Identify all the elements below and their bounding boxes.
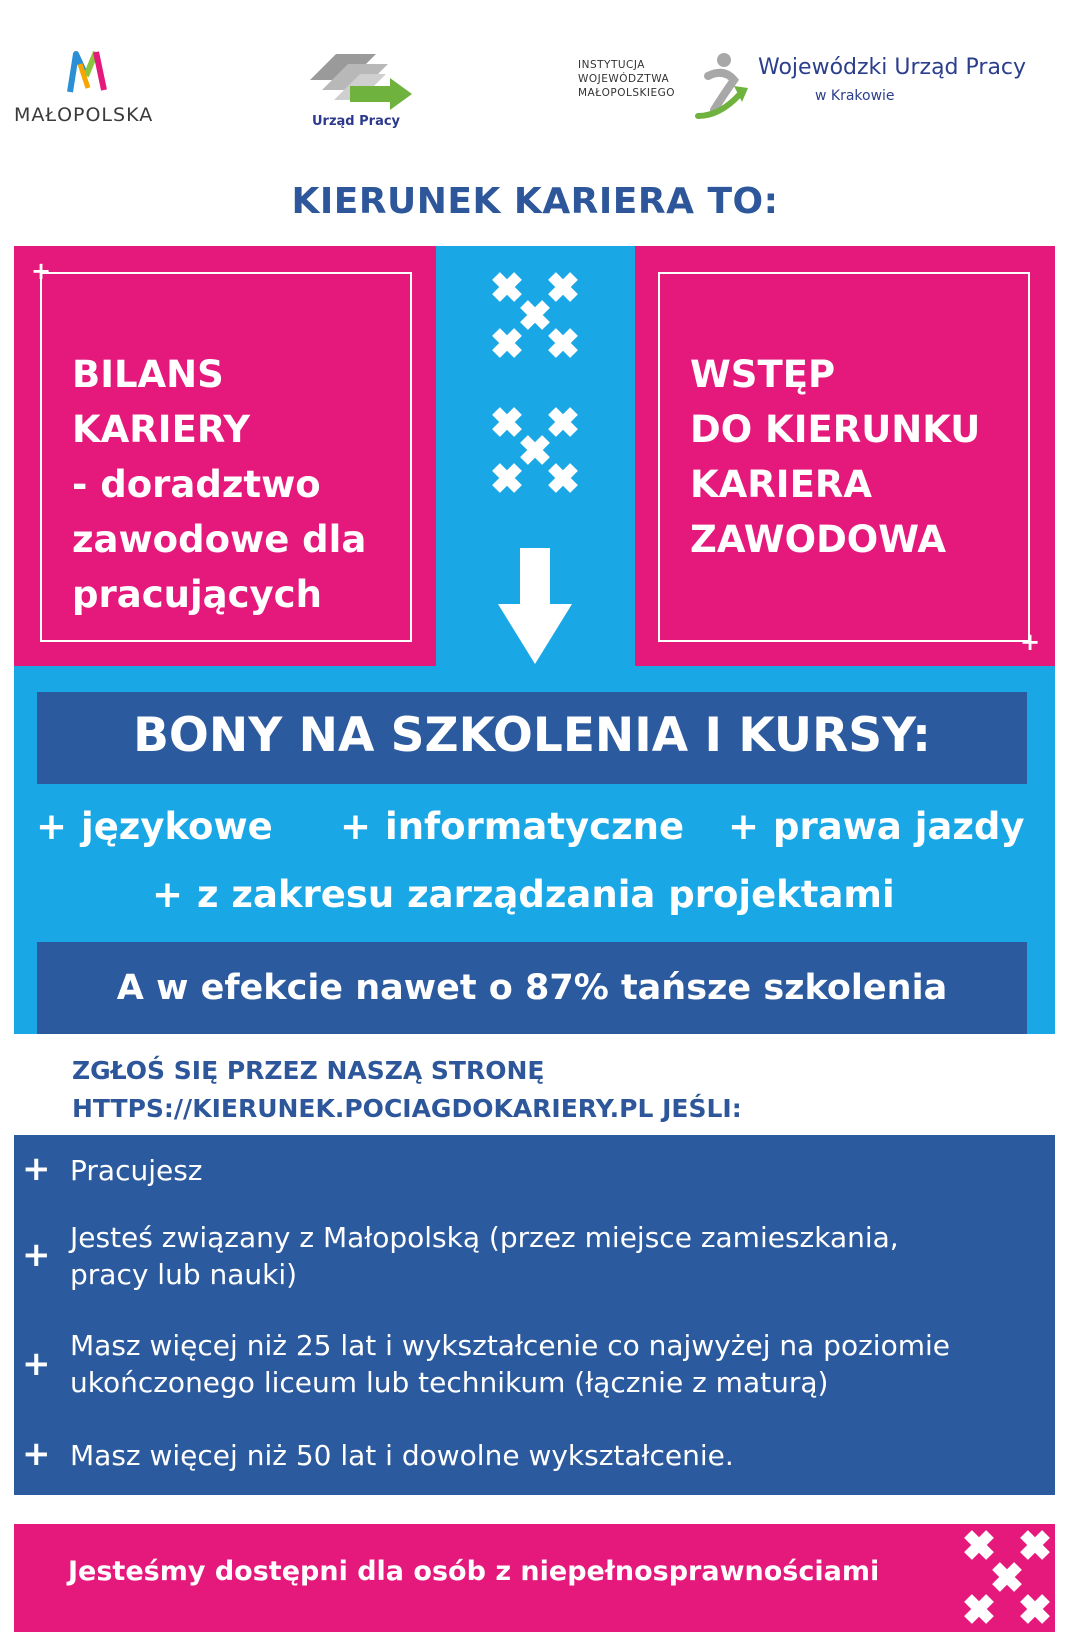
x-pattern-icon bbox=[962, 1528, 1054, 1628]
condition-line: Jesteś związany z Małopolską (przez miejsce zamieszkania, bbox=[70, 1221, 899, 1254]
plus-icon: + bbox=[22, 1235, 51, 1275]
condition-item bbox=[70, 1219, 899, 1293]
x-pattern-icon bbox=[490, 405, 582, 495]
signup-line-2: HTTPS://KIERUNEK.POCIAGDOKARIERY.PL JEŚLI: bbox=[72, 1094, 742, 1123]
condition-item bbox=[70, 1152, 203, 1189]
course-item bbox=[340, 805, 684, 848]
corner-plus: + bbox=[1020, 628, 1041, 656]
plus-icon: + bbox=[36, 805, 68, 848]
condition-line: Masz więcej niż 50 lat i dowolne wykształcenie. bbox=[70, 1439, 734, 1472]
condition-line: ukończonego liceum lub technikum (łącznie z maturą) bbox=[70, 1366, 829, 1399]
wstep-line-4: ZAWODOWA bbox=[690, 518, 947, 561]
course-label: z zakresu zarządzania projektami bbox=[197, 873, 895, 916]
course-item bbox=[152, 873, 895, 916]
plus-icon: + bbox=[22, 1344, 51, 1384]
condition-item bbox=[70, 1437, 734, 1474]
condition-item bbox=[70, 1327, 950, 1401]
course-item bbox=[728, 805, 1025, 848]
corner-plus: + bbox=[31, 257, 52, 285]
signup-text bbox=[72, 1052, 742, 1128]
plus-icon: + bbox=[22, 1149, 51, 1189]
institution-line-3: MAŁOPOLSKIEGO bbox=[578, 87, 676, 99]
wstep-line-3: KARIERA bbox=[690, 463, 872, 506]
bilans-line-3: zawodowe dla bbox=[72, 518, 367, 561]
wup-logo-figure bbox=[694, 50, 754, 124]
accessibility-note: Jesteśmy dostępni dla osób z niepełnosprawnościami bbox=[68, 1556, 880, 1587]
bilans-text bbox=[72, 347, 412, 622]
effect-text: A w efekcie nawet o 87% tańsze szkolenia bbox=[116, 968, 948, 1008]
bilans-line-4: pracujących bbox=[72, 573, 322, 616]
course-item bbox=[36, 805, 273, 848]
arrow-down-icon bbox=[498, 548, 572, 664]
wstep-line-2: DO KIERUNKU bbox=[690, 408, 981, 451]
plus-icon: + bbox=[340, 805, 372, 848]
condition-line: Masz więcej niż 25 lat i wykształcenie co najwyżej na poziomie bbox=[70, 1329, 950, 1362]
condition-line: pracy lub nauki) bbox=[70, 1258, 298, 1291]
institution-text bbox=[578, 58, 675, 100]
malopolska-logo-label: MAŁOPOLSKA bbox=[14, 104, 154, 126]
wup-title: Wojewódzki Urząd Pracy bbox=[758, 55, 1027, 80]
course-label: informatyczne bbox=[385, 805, 685, 848]
wstep-line-1: WSTĘP bbox=[690, 353, 836, 396]
course-label: językowe bbox=[81, 805, 273, 848]
wup-subtitle: w Krakowie bbox=[815, 88, 895, 104]
institution-line-1: INSTYTUCJA bbox=[578, 59, 645, 71]
plus-icon: + bbox=[152, 873, 184, 916]
urzad-pracy-label: Urząd Pracy bbox=[312, 114, 401, 129]
plus-icon: + bbox=[22, 1434, 51, 1474]
bony-title: BONY NA SZKOLENIA I KURSY: bbox=[133, 708, 931, 763]
malopolska-logo-mark bbox=[66, 46, 120, 96]
bilans-line-2: - doradztwo bbox=[72, 463, 321, 506]
course-label: prawa jazdy bbox=[773, 805, 1025, 848]
bilans-line-1: BILANS KARIERY bbox=[72, 353, 251, 451]
wstep-text bbox=[690, 347, 1030, 567]
condition-line: Pracujesz bbox=[70, 1154, 203, 1187]
institution-line-2: WOJEWÓDZTWA bbox=[578, 73, 670, 85]
urzad-pracy-logo bbox=[306, 50, 418, 112]
plus-icon: + bbox=[728, 805, 760, 848]
x-pattern-icon bbox=[490, 270, 582, 360]
signup-line-1: ZGŁOŚ SIĘ PRZEZ NASZĄ STRONĘ bbox=[72, 1056, 545, 1085]
page-title: KIERUNEK KARIERA TO: bbox=[291, 181, 779, 222]
